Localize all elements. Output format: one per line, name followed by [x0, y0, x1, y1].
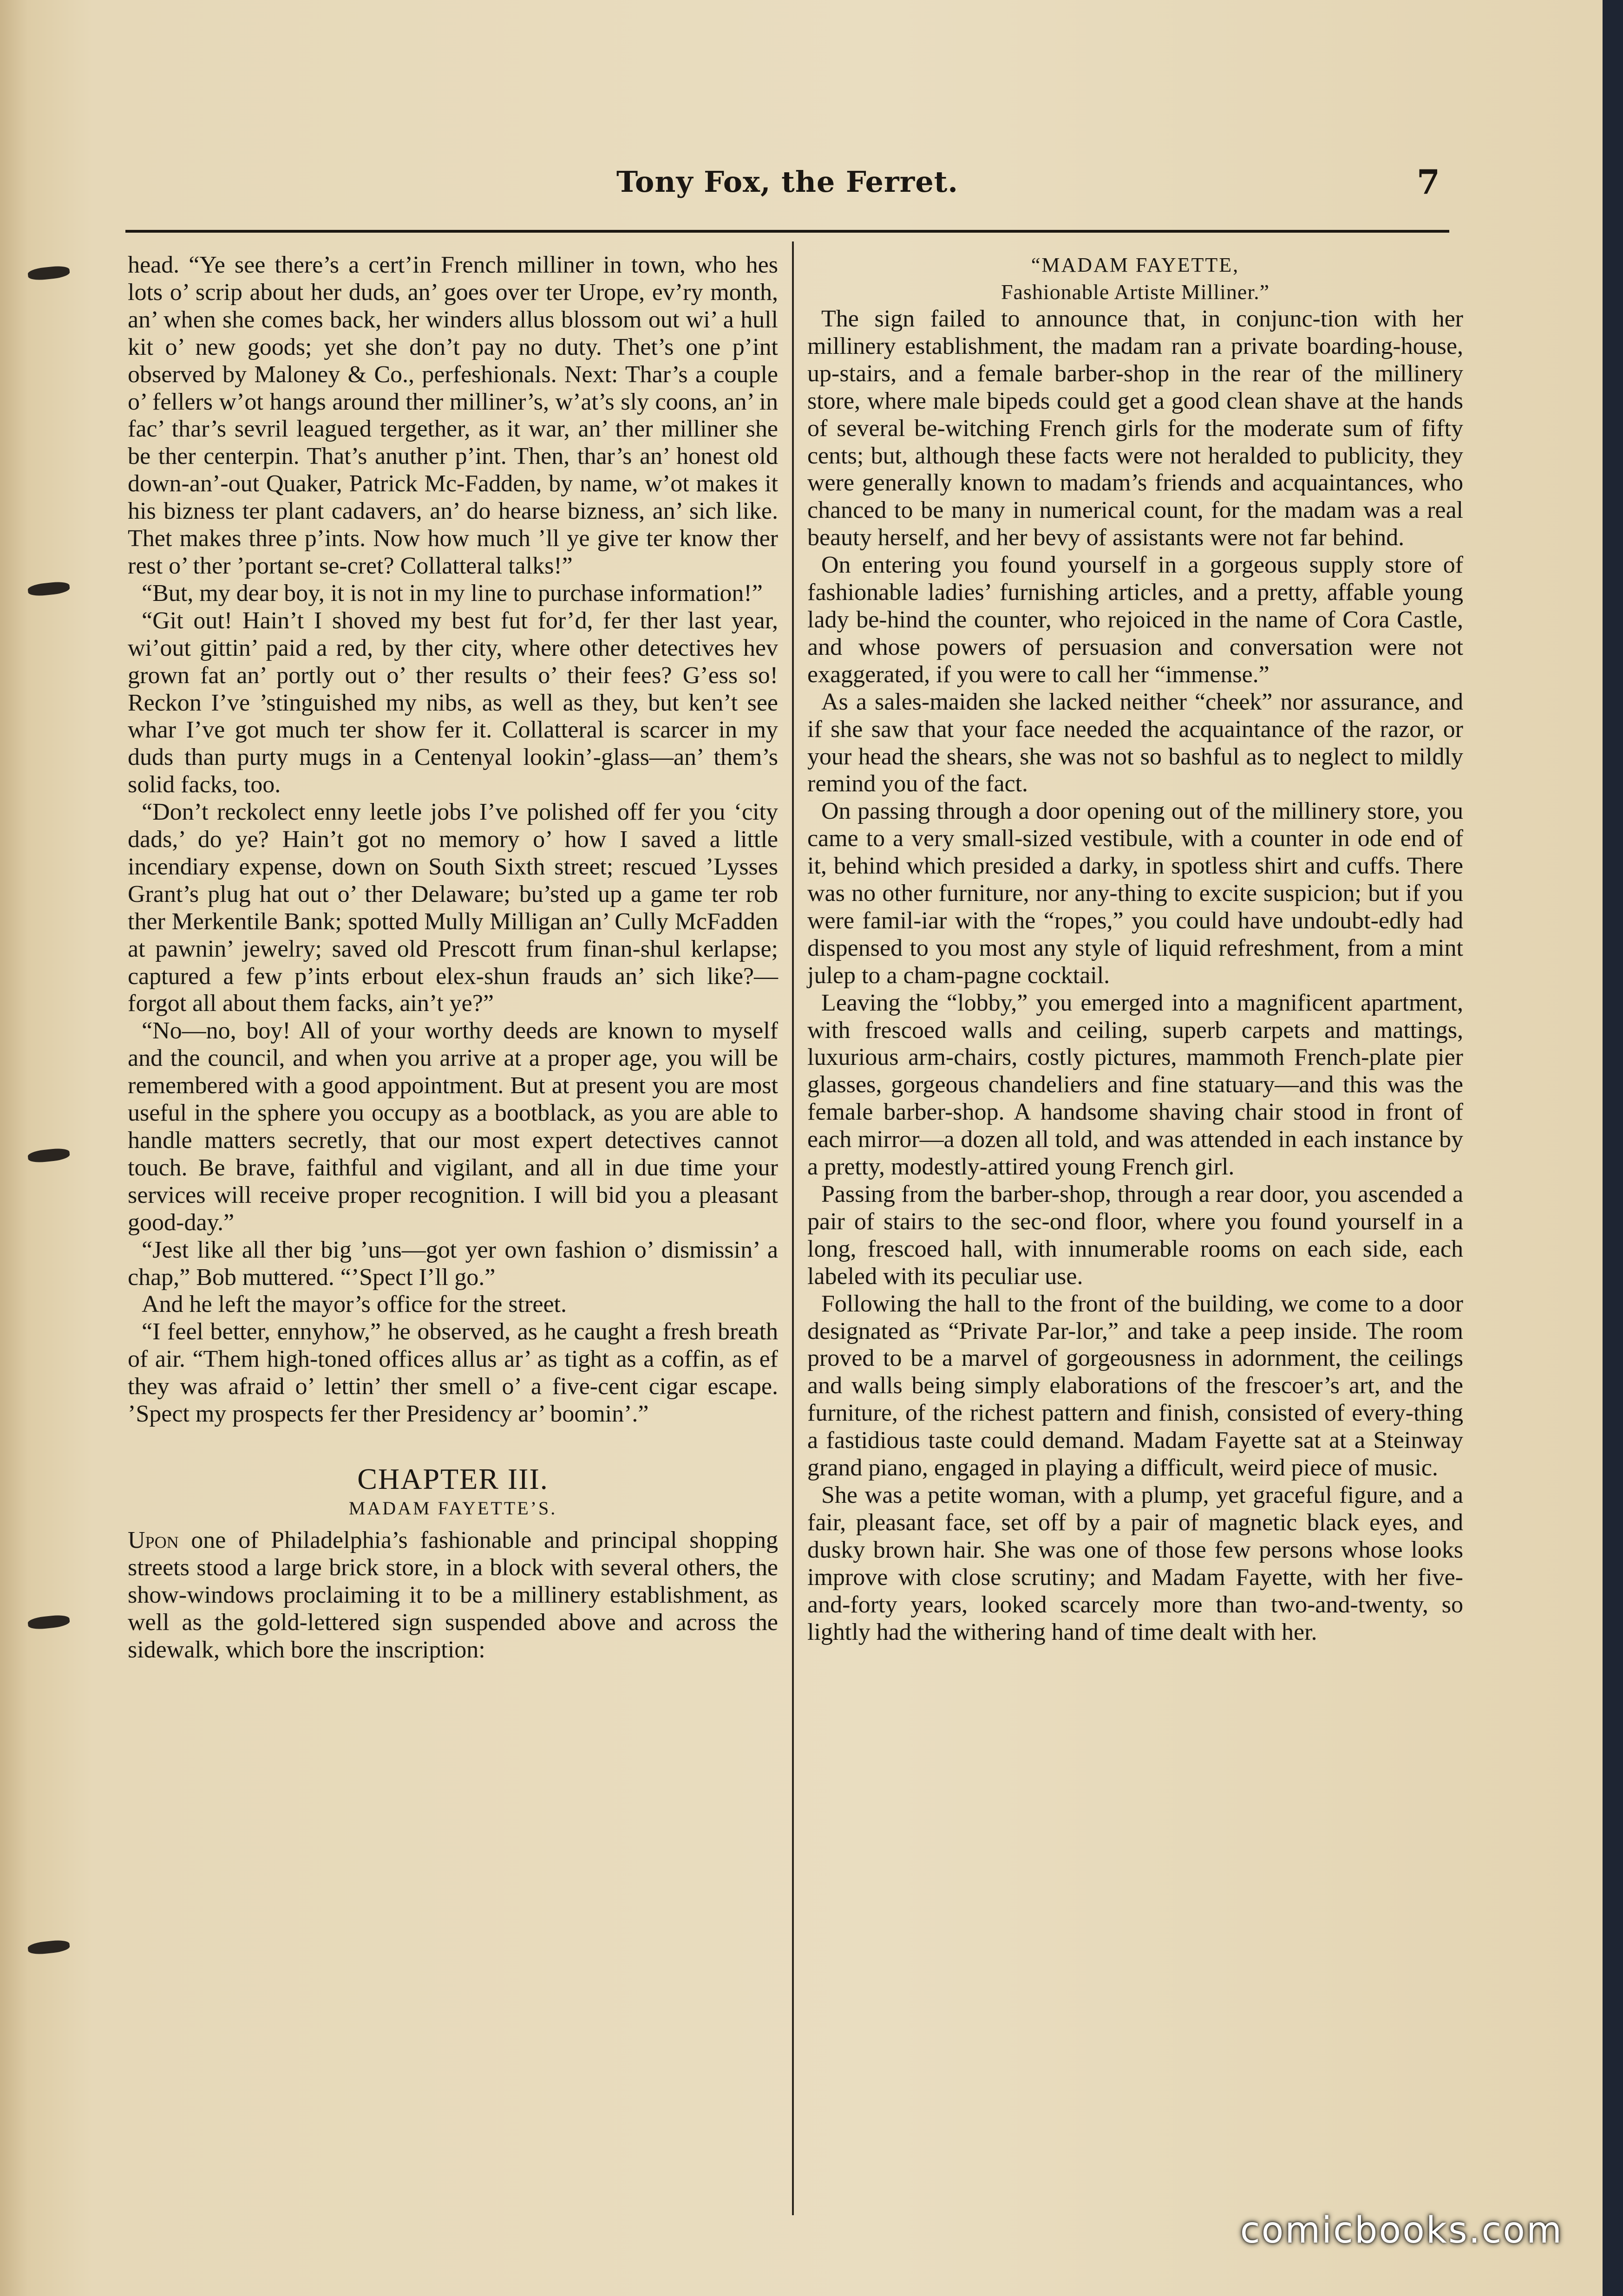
page-number: 7 [1416, 162, 1440, 202]
watermark: comicbooks.com [1240, 2210, 1563, 2251]
paragraph: head. “Ye see there’s a cert’in French milliner in town, who hes lots o’ scrip about her duds, an’ goes over ter Urope, ev’ry month, an’ when she comes back, her winders allus blossom out wi’ a hull kit o’ new goods; yet she don’t pay no duty. Thet’s one p’int observed by Maloney & Co., perfeshionals. Next: Thar’s a couple o’ fellers w’ot hangs around ther milliner’s, w’at’s sly coons, an’ in fac’ thar’s sevril leagued tergether, as it war, an’ ther milliner she be ther centerpin. That’s anuther p’int. Then, thar’s an’ honest old down-an’-out Quaker, Patrick Mc-Fadden, by name, w’ot makes it his bizness ter plant cadavers, an’ do hearse bizness, an’ sich like. Thet makes three p’ints. Now how much ’ll ye give ter know ther rest o’ ther ’portant se-cret? Collatteral talks!” [128, 252, 778, 579]
header-rule [125, 230, 1449, 233]
paragraph: And he left the mayor’s office for the street. [142, 1291, 567, 1318]
left-column [128, 252, 778, 1664]
right-column [807, 252, 1463, 1646]
chapter-heading: CHAPTER III. [357, 1462, 549, 1495]
column-divider [792, 241, 794, 2215]
paragraph: Leaving the “lobby,” you emerged into a magnificent apartment, with frescoed walls and ceiling, superb carpets and mattings, luxurious arm-chairs, costly pictures, mammoth French-plate pier glasses, gorgeous chandeliers and fine statuary—and this was the female barber-shop. A handsome shaving chair stood in front of each mirror—a dozen all told, and was attended in each instance by a pretty, modestly-attired young French girl. [807, 989, 1463, 1181]
sign-inscription-subtitle: Fashionable Artiste Milliner.” [1001, 280, 1270, 304]
paragraph: She was a petite woman, with a plump, yet graceful figure, and a fair, pleasant face, set off by a pair of magnetic black eyes, and dusky brown hair. She was one of those few persons whose looks improve with close scrutiny; and Madam Fayette, with her five-and-forty years, looked scarcely more than two-and-twenty, so lightly had the withering hand of time dealt with her. [807, 1481, 1463, 1645]
running-header [125, 162, 1449, 202]
paragraph: Passing from the barber-shop, through a rear door, you ascended a pair of stairs to the sec-ond floor, where you found yourself in a long, frescoed hall, with innumerable rooms on each side, each labeled with its peculiar use. [807, 1181, 1463, 1290]
paragraph: “But, my dear boy, it is not in my line to purchase information!” [142, 580, 763, 607]
chapter-opening-paragraph [128, 1527, 778, 1664]
paragraph: The sign failed to announce that, in conjunc-tion with her millinery establishment, the madam ran a private boarding-house, up-stairs, and a female barber-shop in the rear of the millinery store, where male bipeds could get a good clean shave at the hands of several be-witching French girls for the moderate sum of fifty cents; but, although these facts were not heralded to publicity, they were generally known to madam’s friends and acquaintances, who chanced to be many in numerical count, for the madam was a real beauty herself, and her bevy of assistants were not far behind. [807, 306, 1463, 551]
paragraph: “Git out! Hain’t I shoved my best fut for’d, fer ther last year, wi’out gittin’ paid a red, by ther city, where other detectives hev grown fat an’ portly out o’ ther results o’ their fees? G’ess so! Reckon I’ve ’stinguished my nibs, as well as they, but ken’t see whar I’ve got much ter show fer it. Collatteral is scarcer in my duds than purty mugs in a Centenyal lookin’-glass—an’ them’s solid facks, too. [128, 607, 778, 798]
paragraph: “Don’t reckolect enny leetle jobs I’ve polished off fer you ‘city dads,’ do ye? Hain’t got no memory o’ how I saved a little incendiary expense, down on South Sixth street; rescued ’Lysses Grant’s plug hat out o’ ther Delaware; bu’sted up a game ter rob ther Merkentile Bank; spotted Mully Milligan an’ Cully McFadden at pawnin’ jewelry; saved old Prescott frum finan-shul kerlapse; captured a few p’ints erbout elex-shun frauds an’ sich like?—forgot all about them facks, ain’t ye?” [128, 799, 778, 1017]
chapter-subtitle: MADAM FAYETTE’S. [348, 1497, 557, 1519]
paragraph: “Jest like all ther big ’uns—got yer own fashion o’ dismissin’ a chap,” Bob muttered. “’Spect I’ll go.” [128, 1236, 778, 1291]
page-title: Tony Fox, the Ferret. [616, 165, 958, 199]
paragraph-text: one of Philadelphia’s fashionable and principal shopping streets stood a large brick store, in a block with several others, the show-windows proclaiming it to be a millinery establishment, as well as the gold-lettered sign suspended above and across the sidewalk, which bore the inscription: [128, 1526, 778, 1663]
paragraph: On entering you found yourself in a gorgeous supply store of fashionable ladies’ furnishing articles, and a pretty, affable young lady be-hind the counter, who rejoiced in the name of Cora Castle, and whose powers of persuasion and conversation were not exaggerated, if you were to call her “immense.” [807, 552, 1463, 688]
paragraph: “I feel better, ennyhow,” he observed, as he caught a fresh breath of air. “Them high-toned offices allus ar’ as tight as a coffin, as ef they was afraid o’ lettin’ ther smell o’ a five-cent cigar escape. ’Spect my prospects fer ther Presidency ar’ boomin’.” [128, 1318, 778, 1428]
paragraph: As a sales-maiden she lacked neither “cheek” nor assurance, and if she saw that your face needed the acquaintance of the razor, or your head the shears, she was not so bashful as to neglect to mildly remind you of the fact. [807, 688, 1463, 797]
drop-word: Upon [128, 1526, 179, 1553]
sign-inscription-title: “MADAM FAYETTE, [1031, 254, 1240, 276]
paragraph: Following the hall to the front of the building, we come to a door designated as “Private Par-lor,” and take a peep inside. The room proved to be a marvel of gorgeousness in adornment, the ceilings and walls being simply elaborations of the frescoer’s art, and the furniture, of the richest pattern and finish, consisted of every-thing a fastidious taste could demand. Madam Fayette sat at a Steinway grand piano, engaged in playing a difficult, weird piece of music. [807, 1290, 1463, 1481]
paragraph: “No—no, boy! All of your worthy deeds are known to myself and the council, and when you arrive at a proper age, you will be remembered with a good appointment. But at present you are most useful in the sphere you occupy as a bootblack, as you are able to handle matters secretly, that our most expert detectives cannot touch. Be brave, faithful and vigilant, and all in due time your services will receive proper recognition. I will bid you a pleasant good-day.” [128, 1018, 778, 1236]
paragraph: On passing through a door opening out of the millinery store, you came to a very small-sized vestibule, with a counter in ode end of it, behind which presided a darky, in spotless shirt and cuffs. There was no other furniture, nor any-thing to excite suspicion; but if you were famil-iar with the “ropes,” you could have undoubt-edly had dispensed to you most any style of liquid refreshment, from a mint julep to a cham-pagne cocktail. [807, 798, 1463, 989]
